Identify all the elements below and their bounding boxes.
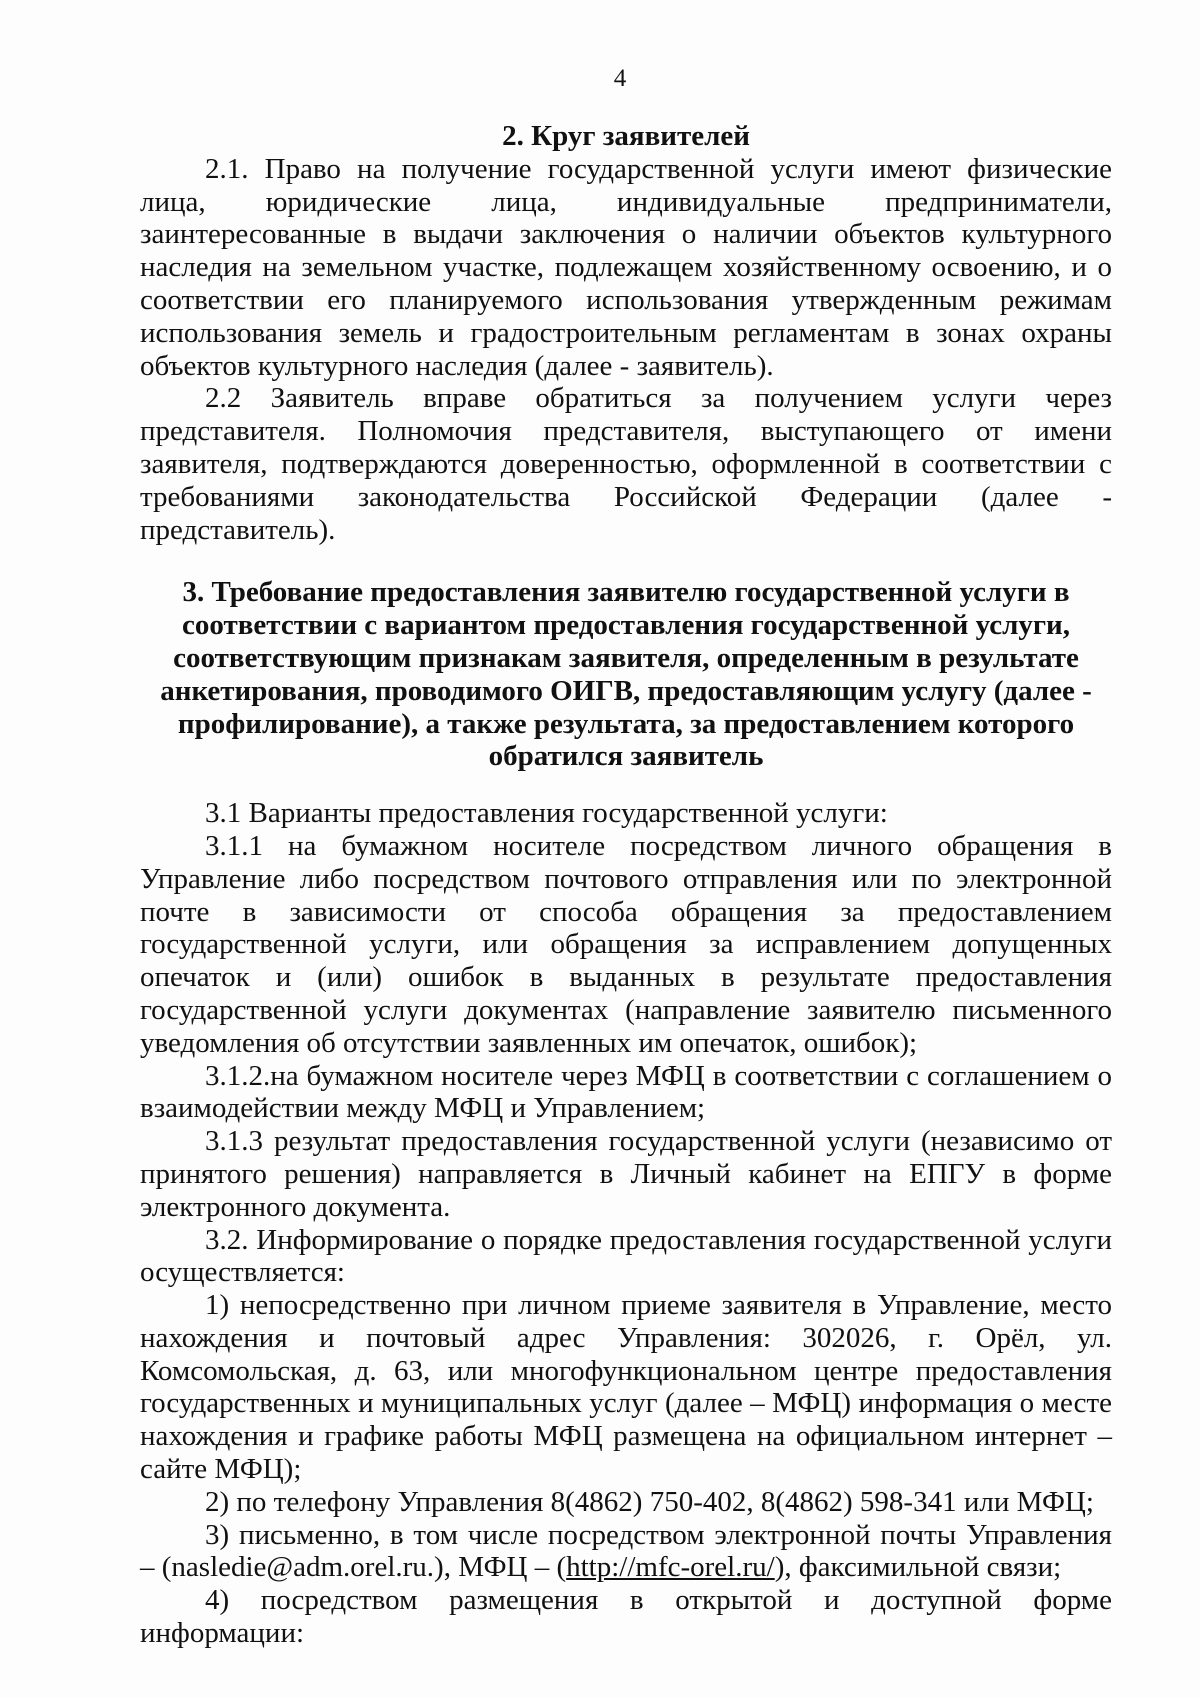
section-2-heading: 2. Круг заявителей xyxy=(502,120,750,152)
section-3-heading-line: обратился заявитель xyxy=(488,740,764,773)
section-3-heading-line: соответствующим признакам заявителя, определенным в результате xyxy=(173,641,1079,674)
page-number: 4 xyxy=(613,65,627,92)
list-item-3-text-start: 3) письменно, в том числе посредством электронной почты Управления – (nasledie@adm.orel.ru.), МФЦ – ( xyxy=(140,1518,1112,1584)
list-item-2: 2) по телефону Управления 8(4862) 750-402, 8(4862) 598-341 или МФЦ; xyxy=(205,1485,1094,1518)
paragraph-3-1-2: 3.1.2.на бумажном носителе через МФЦ в соответствии с соглашением о взаимодействии между МФЦ и Управлением; xyxy=(140,1059,1112,1125)
paragraph-2-1: 2.1. Право на получение государственной услуги имеют физические лица, юридические лица, индивидуальные предприниматели, заинтересованные в выдачи заключения о наличии объектов культурного наследия на земельном участке, подлежащем хозяйственному освоению, и о соответствии его планируемого использования утвержденным режимам использования земель и градостроительным регламентам в зонах охраны объектов культурного наследия (далее - заявитель). xyxy=(140,152,1112,382)
mfc-website-link[interactable]: http://mfc-orel.ru/ xyxy=(566,1551,775,1584)
paragraph-3-1: 3.1 Варианты предоставления государственной услуги: xyxy=(205,797,888,830)
paragraph-3-2: 3.2. Информирование о порядке предоставления государственной услуги осуществляется: xyxy=(140,1223,1112,1289)
section-3-heading-line: анкетирования, проводимого ОИГВ, предоставляющим услугу (далее - xyxy=(160,674,1092,707)
section-3-heading-line: профилирование), а также результата, за предоставлением которого xyxy=(177,707,1075,740)
list-item-1: 1) непосредственно при личном приеме заявителя в Управление, место нахождения и почтовый адрес Управления: 302026, г. Орёл, ул. Комсомольская, д. 63, или многофункциональном центре предоставления государственных и муниципальных услуг (далее – МФЦ) информация о месте нахождения и графике работы МФЦ размещена на официальном интернет – сайте МФЦ); xyxy=(140,1289,1112,1486)
section-3-heading xyxy=(140,576,1112,773)
paragraph-3-1-1: 3.1.1 на бумажном носителе посредством личного обращения в Управление либо посредством почтового отправления или по электронной почте в зависимости от способа обращения за предоставлением государственной услуги, или обращения за исправлением допущенных опечаток и (или) ошибок в выданных в результате предоставления государственной услуги документах (направление заявителю письменного уведомления об отсутствии заявленных им опечаток, ошибок); xyxy=(140,829,1112,1059)
paragraph-3-1-3: 3.1.3 результат предоставления государственной услуги (независимо от принятого решения) направляется в Личный кабинет на ЕПГУ в форме электронного документа. xyxy=(140,1125,1112,1223)
paragraph-2-2: 2.2 Заявитель вправе обратиться за получением услуги через представителя. Полномочия представителя, выступающего от имени заявителя, подтверждаются доверенностью, оформленной в соответствии с требованиями законодательства Российской Федерации (далее - представитель). xyxy=(140,382,1112,546)
section-3-heading-line: 3. Требование предоставления заявителю государственной услуги в xyxy=(182,576,1070,609)
list-item-4: 4) посредством размещения в открытой и доступной форме информации: xyxy=(140,1584,1112,1650)
document-body xyxy=(140,120,1112,1650)
section-3-heading-line: соответствии с вариантом предоставления государственной услуги, xyxy=(181,609,1070,642)
list-item-3 xyxy=(140,1519,1112,1585)
list-item-3-text-end: ), факсимильной связи; xyxy=(774,1551,1062,1584)
